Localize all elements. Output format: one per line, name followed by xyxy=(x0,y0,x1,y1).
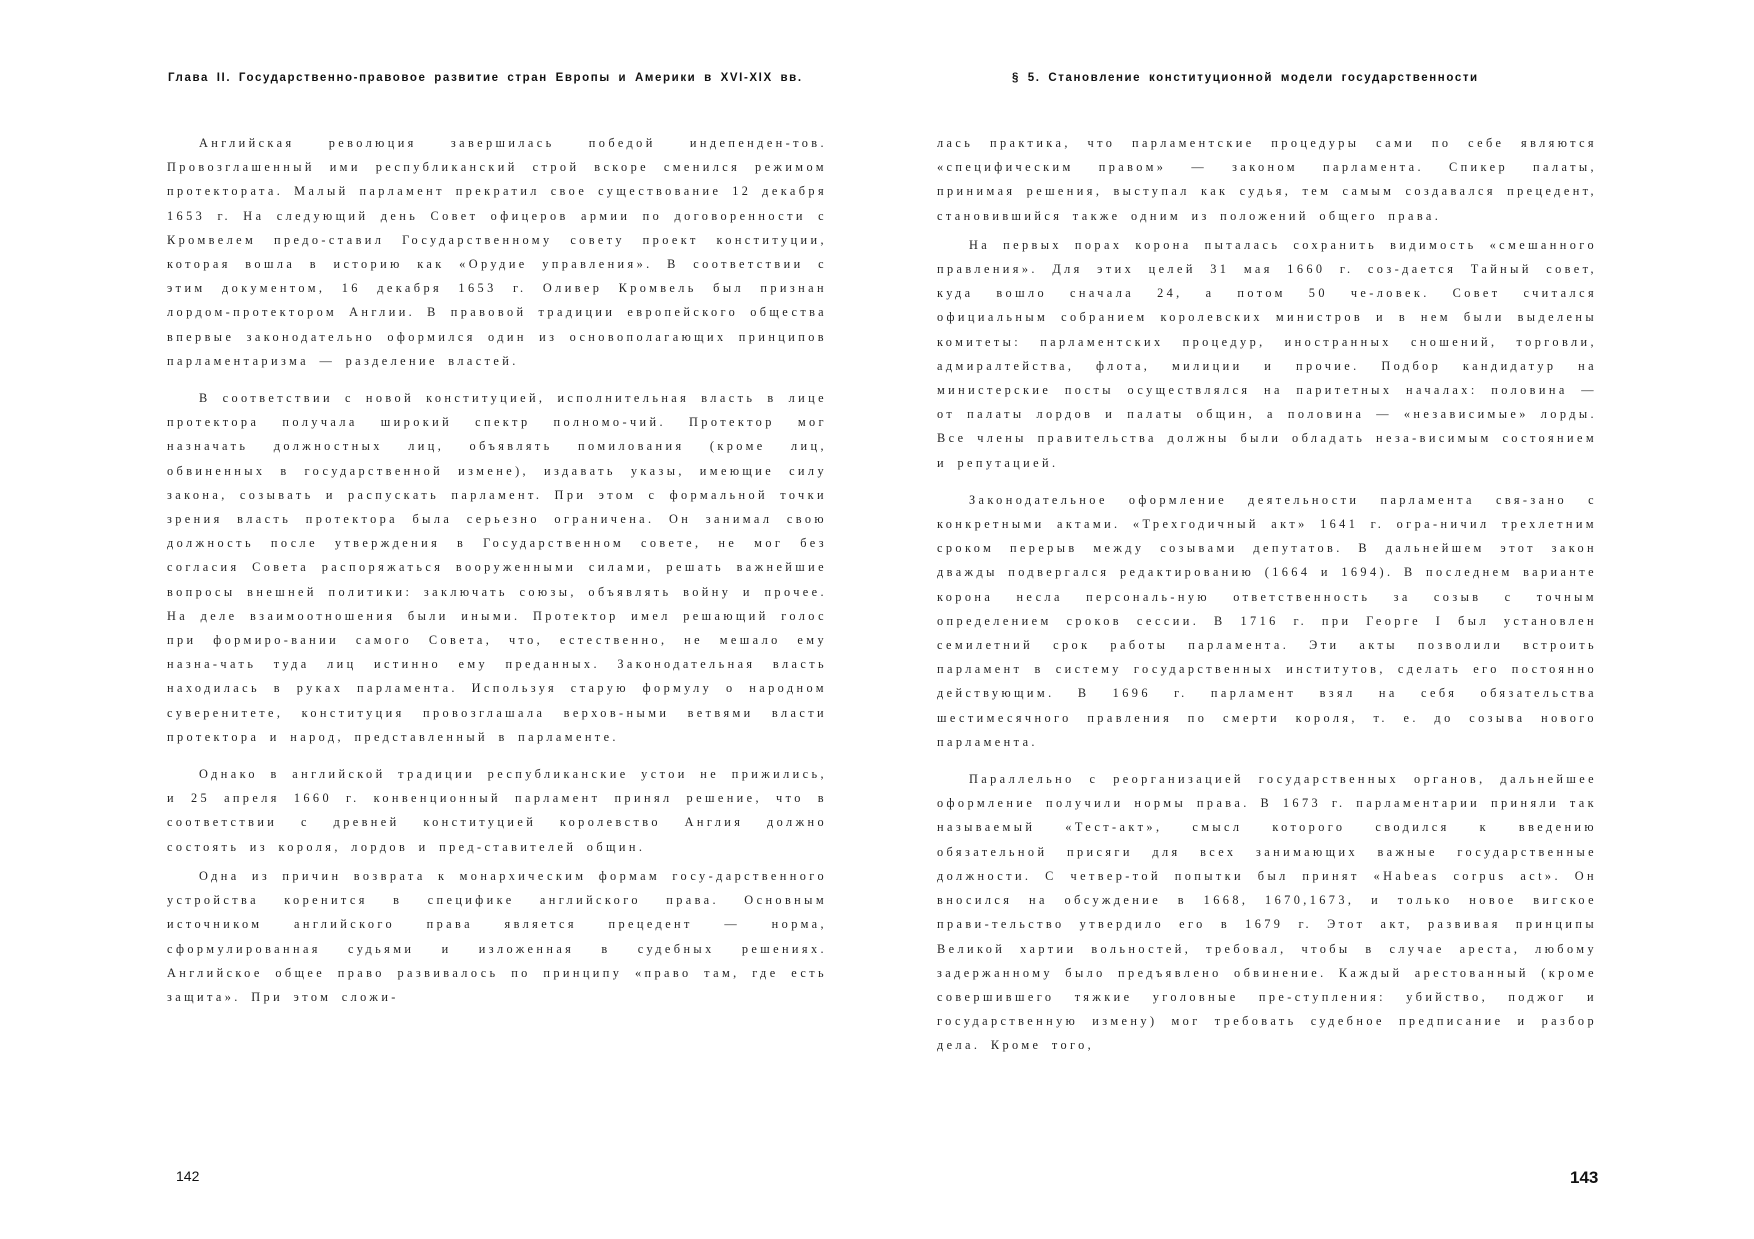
right-paragraph-4: Параллельно с реорганизацией государственных органов, дальнейшее оформление получили нормы права. В 1673 г. парламентарии приняли так называемый «Тест-акт», смысл которого сводился к введению обязательной присяги для всех занимающих важные государственные должности. С четвер-той попытки был принят «Habeas corpus act». Он вносился на обсуждение в 1668, 1670,1673, и только новое вигское прави-тельство утвердило его в 1679 г. Этот акт, развивая принципы Великой хартии вольностей, требовал, чтобы в случае ареста, любому задержанному было предъявлено обвинение. Каждый арестованный (кроме совершившего тяжкие уголовные пре-ступления: убийство, поджог и государственную измену) мог требовать судебное предписание и разбор дела. Кроме того, xyxy=(937,772,1597,1053)
left-page-number: 142 xyxy=(176,1168,200,1184)
left-paragraph-1: Английская революция завершилась победой индепенден-тов. Провозглашенный ими республиканский строй вскоре сменился режимом протектората. Малый парламент прекратил свое существование 12 декабря 1653 г. На следующий день Совет офицеров армии по договоренности с Кромвелем предо-ставил Государственному совету проект конституции, которая вошла в историю как «Орудие управления». В соответствии с этим документом, 16 декабря 1653 г. Оливер Кромвель был признан лордом-протектором Англии. В правовой традиции европейского общества впервые законодательно оформился один из основополагающих принципов парламентаризма — разделение властей. xyxy=(167,136,827,368)
left-body-text xyxy=(167,131,827,1009)
left-paragraph-3: Однако в английской традиции республиканские устои не прижились, и 25 апреля 1660 г. конвенционный парламент принял решение, что в соответствии с древней конституцией королевство Англия должно состоять из короля, лордов и пред-ставителей общин. xyxy=(167,767,827,854)
left-paragraph-4: Одна из причин возврата к монархическим формам госу-дарственного устройства коренится в специфике английского права. Основным источником английского права является прецедент — норма, сформулированная судьями и изложенная в судебных решениях. Английское общее право развивалось по принципу «право там, где есть защита». При этом сложи- xyxy=(167,868,827,1004)
left-running-head: Глава II. Государственно-правовое развитие стран Европы и Америки в XVI-XIX вв. xyxy=(168,72,803,84)
right-paragraph-2: На первых порах корона пыталась сохранить видимость «смешанного правления». Для этих целей 31 мая 1660 г. соз-дается Тайный совет, куда вошло сначала 24, а потом 50 че-ловек. Совет считался официальным собранием королевских министров и в нем были выделены комитеты: парламентских процедур, иностранных сношений, торговли, адмиралтейства, флота, милиции и прочие. Подбор кандидатур на министерские посты осуществлялся на паритетных началах: половина — от палаты лордов и палаты общин, а половина — «независимые» лорды. Все члены правительства должны были обладать неза-висимым состоянием и репутацией. xyxy=(937,237,1597,470)
right-paragraph-1: лась практика, что парламентские процедуры сами по себе являются «специфическим правом» — законом парламента. Спикер палаты, принимая решения, выступал как судья, тем самым создавался прецедент, становившийся также одним из положений общего права. xyxy=(937,136,1597,223)
right-running-head: § 5. Становление конституционной модели государственности xyxy=(1012,72,1479,84)
right-paragraph-3: Законодательное оформление деятельности парламента свя-зано с конкретными актами. «Трехгодичный акт» 1641 г. огра-ничил трехлетним сроком перерыв между созывами депутатов. В дальнейшем этот закон дважды подвергался редактированию (1664 и 1694). В последнем варианте корона несла персональ-ную ответственность за созыв с точным определением сроков сессии. В 1716 г. при Георге I был установлен семилетний срок работы парламента. Эти акты позволили встроить парламент в систему государственных институтов, сделать его постоянно действующим. В 1696 г. парламент взял на себя обязательства шестимесячного правления по смерти короля, т. е. до созыва нового парламента. xyxy=(937,492,1598,749)
right-body-text xyxy=(937,131,1597,1058)
right-page-number: 143 xyxy=(1570,1168,1599,1187)
left-paragraph-2: В соответствии с новой конституцией, исполнительная власть в лице протектора получала широкий спектр полномо-чий. Протектор мог назначать должностных лиц, объявлять помилования (кроме лиц, обвиненных в государственной измене), издавать указы, имеющие силу закона, созывать и распускать парламент. При этом с формальной точки зрения власть протектора была серьезно ограничена. Он занимал свою должность после утверждения в Государственном совете, не мог без согласия Совета распоряжаться вооруженными силами, решать важнейшие вопросы внешней политики: заключать союзы, объявлять войну и прочее. На деле взаимоотношения были иными. Протектор имел решающий голос при формиро-вании самого Совета, что, естественно, не мешало ему назна-чать туда лиц истинно ему преданных. Законодательная власть находилась в руках парламента. Используя старую формулу о народном суверенитете, конституция провозглашала верхов-ными ветвями власти протектора и народ, представленный в парламенте. xyxy=(167,391,827,744)
right-page xyxy=(877,0,1754,1239)
